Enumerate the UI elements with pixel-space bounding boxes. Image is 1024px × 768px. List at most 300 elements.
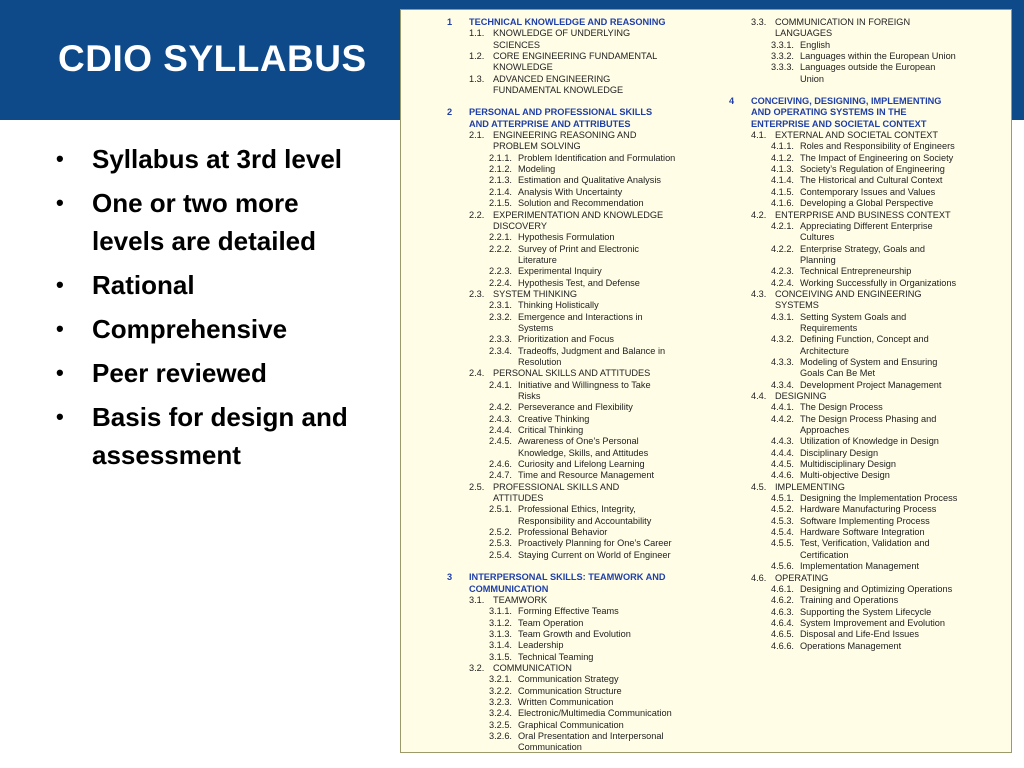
syllabus-entry — [729, 380, 1011, 391]
syllabus-entry — [447, 380, 737, 391]
syllabus-entry — [447, 28, 737, 39]
syllabus-entry-text: Test, Verification, Validation and — [800, 538, 930, 549]
syllabus-entry — [729, 130, 1011, 141]
syllabus-entry-number: 4.5.2. — [771, 504, 794, 515]
syllabus-entry-text: Technical Teaming — [518, 651, 594, 662]
syllabus-entry-text: EXTERNAL AND SOCIETAL CONTEXT — [775, 130, 939, 141]
syllabus-entry-number: 4.3. — [751, 288, 767, 299]
syllabus-entry — [447, 606, 737, 617]
syllabus-entry — [729, 436, 1011, 447]
syllabus-entry — [729, 346, 1011, 357]
syllabus-entry — [447, 391, 737, 402]
bullet-text: Peer reviewed — [92, 358, 267, 388]
syllabus-entry-number: 4.4. — [751, 391, 767, 401]
syllabus-entry-number: 3.2.5. — [489, 719, 512, 730]
syllabus-entry-text: ENGINEERING REASONING AND — [493, 130, 637, 141]
syllabus-entry — [447, 459, 737, 470]
syllabus-entry-number: 1.1. — [469, 28, 485, 39]
syllabus-entry-text: Thinking Holistically — [518, 300, 599, 311]
syllabus-entry-text: AND ATTERPRISE AND ATTRIBUTES — [469, 118, 631, 129]
syllabus-entry — [729, 244, 1011, 255]
syllabus-entry-text: Software Implementing Process — [800, 515, 930, 526]
syllabus-entry-text: Languages within the European Union — [800, 51, 956, 62]
syllabus-entry-text: Team Operation — [518, 617, 584, 628]
syllabus-entry-text: Cultures — [800, 232, 835, 243]
syllabus-entry — [729, 470, 1011, 481]
syllabus-entry-text: Operations Management — [800, 640, 902, 651]
bullet-item — [48, 140, 378, 178]
syllabus-entry — [447, 187, 737, 198]
syllabus-entry-text: Disciplinary Design — [800, 447, 879, 458]
syllabus-entry — [447, 414, 737, 425]
syllabus-entry-text: The Design Process Phasing and — [800, 413, 937, 424]
syllabus-entry-text: ATTITUDES — [493, 493, 544, 504]
syllabus-entry — [447, 300, 737, 311]
syllabus-entry-number: 4 — [729, 96, 735, 107]
syllabus-entry — [729, 187, 1011, 198]
syllabus-entry — [447, 130, 737, 141]
syllabus-entry-number: 2.1.1. — [489, 152, 512, 163]
syllabus-entry-text: Modeling of System and Ensuring — [800, 356, 938, 367]
syllabus-entry — [729, 368, 1011, 379]
syllabus-entry-text: Disposal and Life-End Issues — [800, 629, 919, 640]
syllabus-entry-text: Modeling — [518, 164, 556, 175]
syllabus-entry-text: Critical Thinking — [518, 425, 584, 436]
syllabus-entry-number: 2.5. — [469, 481, 485, 492]
bullet-dot-icon: • — [56, 316, 64, 341]
syllabus-entry — [729, 607, 1011, 618]
syllabus-entry-number: 2.5.1. — [489, 504, 512, 515]
syllabus-entry-number: 3.2. — [469, 662, 485, 673]
syllabus-entry — [447, 164, 737, 175]
syllabus-entry — [447, 334, 737, 345]
syllabus-entry-text: Developing a Global Perspective — [800, 198, 934, 209]
syllabus-entry-text: Hardware Manufacturing Process — [800, 504, 937, 515]
syllabus-entry — [447, 74, 737, 85]
syllabus-entry-text: OPERATING — [775, 572, 829, 583]
syllabus-entry — [447, 425, 737, 436]
syllabus-entry — [729, 210, 1011, 221]
syllabus-entry — [447, 550, 737, 561]
syllabus-entry — [729, 334, 1011, 345]
syllabus-entry-number: 2.5.2. — [489, 527, 512, 538]
syllabus-entry-text: CONCEIVING, DESIGNING, IMPLEMENTING — [751, 96, 942, 107]
syllabus-entry-text: Architecture — [800, 345, 850, 356]
syllabus-entry — [447, 402, 737, 413]
syllabus-entry-number: 2.1.3. — [489, 175, 512, 186]
syllabus-entry — [729, 425, 1011, 436]
syllabus-entry-text: Setting System Goals and — [800, 311, 907, 322]
syllabus-entry-text: Perseverance and Flexibility — [518, 402, 633, 413]
bullet-text: Syllabus at 3rd level — [92, 144, 343, 174]
syllabus-entry — [729, 74, 1011, 85]
syllabus-entry-text: Planning — [800, 254, 836, 265]
syllabus-entry — [447, 482, 737, 493]
syllabus-entry-number: 2.1.2. — [489, 164, 512, 175]
syllabus-entry-text: Roles and Responsibility of Engineers — [800, 141, 955, 152]
syllabus-entry — [729, 40, 1011, 51]
syllabus-entry-number: 4.6.1. — [771, 583, 794, 594]
syllabus-entry-number: 3.1.1. — [489, 606, 512, 617]
syllabus-entry-text: PROBLEM SOLVING — [493, 141, 581, 152]
syllabus-entry — [447, 153, 737, 164]
syllabus-document — [400, 9, 1012, 753]
syllabus-entry-number: 1.2. — [469, 51, 485, 62]
syllabus-entry-text: TEAMWORK — [493, 594, 548, 605]
syllabus-entry-number: 2.3.3. — [489, 334, 512, 345]
syllabus-entry-number: 1 — [447, 17, 453, 27]
syllabus-entry-text: Proactively Planning for One’s Career — [518, 538, 672, 549]
bullet-item — [48, 266, 378, 304]
syllabus-entry-text: CONCEIVING AND ENGINEERING — [775, 288, 922, 299]
syllabus-entry-text: Communication Strategy — [518, 674, 619, 685]
syllabus-entry — [729, 493, 1011, 504]
syllabus-entry-number: 4.5. — [751, 481, 767, 492]
syllabus-entry — [447, 119, 737, 130]
syllabus-entry-text: AND OPERATING SYSTEMS IN THE — [751, 107, 907, 118]
syllabus-entry-text: Solution and Recommendation — [518, 198, 644, 209]
syllabus-entry — [447, 516, 737, 527]
syllabus-entry-text: Knowledge, Skills, and Attitudes — [518, 447, 649, 458]
syllabus-entry — [729, 595, 1011, 606]
syllabus-entry — [447, 436, 737, 447]
syllabus-entry — [729, 153, 1011, 164]
syllabus-entry — [729, 448, 1011, 459]
syllabus-entry-number: 2.4.6. — [489, 459, 512, 470]
syllabus-entry-number: 3.2.4. — [489, 708, 512, 719]
syllabus-entry-text: LANGUAGES — [775, 28, 833, 39]
syllabus-entry — [447, 51, 737, 62]
syllabus-entry — [447, 538, 737, 549]
bullet-dot-icon: • — [56, 404, 64, 429]
syllabus-entry-number: 2.4.1. — [489, 379, 512, 390]
syllabus-entry — [447, 640, 737, 651]
syllabus-entry-number: 2 — [447, 107, 453, 118]
syllabus-entry-text: English — [800, 39, 831, 50]
syllabus-entry — [729, 459, 1011, 470]
syllabus-entry-text: Requirements — [800, 322, 858, 333]
syllabus-entry — [729, 62, 1011, 73]
syllabus-entry-number: 2.3. — [469, 288, 485, 299]
syllabus-entry-text: COMMUNICATION — [493, 662, 572, 673]
syllabus-entry — [729, 278, 1011, 289]
syllabus-entry — [447, 731, 737, 742]
syllabus-entry-text: System Improvement and Evolution — [800, 617, 946, 628]
syllabus-entry — [447, 595, 737, 606]
syllabus-entry-number: 4.6.6. — [771, 640, 794, 651]
syllabus-entry-text: Experimental Inquiry — [518, 266, 602, 277]
syllabus-entry-number: 4.1.6. — [771, 198, 794, 209]
syllabus-entry-number: 4.4.5. — [771, 459, 794, 470]
syllabus-entry-number: 4.4.3. — [771, 436, 794, 447]
syllabus-entry — [447, 720, 737, 731]
syllabus-entry-number: 4.5.6. — [771, 561, 794, 572]
syllabus-entry — [729, 550, 1011, 561]
syllabus-entry — [729, 391, 1011, 402]
syllabus-entry-number: 4.1. — [751, 130, 767, 141]
syllabus-entry-text: Oral Presentation and Interpersonal — [518, 730, 664, 741]
syllabus-entry — [447, 357, 737, 368]
syllabus-entry-text: Risks — [518, 391, 541, 401]
syllabus-entry-text: Analysis With Uncertainty — [518, 186, 623, 197]
syllabus-entry-text: Emergence and Interactions in — [518, 311, 643, 322]
syllabus-entry-number: 3.3.1. — [771, 39, 794, 50]
syllabus-entry-number: 4.2. — [751, 209, 767, 220]
syllabus-entry-number: 4.6. — [751, 572, 767, 583]
syllabus-entry — [447, 448, 737, 459]
syllabus-entry-text: Professional Behavior — [518, 527, 608, 538]
bullet-item — [48, 184, 378, 260]
bullet-text: Rational — [92, 270, 195, 300]
syllabus-entry-text: Working Successfully in Organizations — [800, 277, 957, 288]
syllabus-entry-text: Certification — [800, 549, 849, 560]
syllabus-entry-number: 3.1.5. — [489, 651, 512, 662]
syllabus-entry — [729, 641, 1011, 652]
syllabus-entry-text: Contemporary Issues and Values — [800, 186, 936, 197]
syllabus-entry-number: 3.2.2. — [489, 685, 512, 696]
syllabus-entry-text: Creative Thinking — [518, 413, 590, 424]
syllabus-entry-number: 3.3.3. — [771, 62, 794, 73]
syllabus-entry-number: 4.4.4. — [771, 447, 794, 458]
syllabus-entry-number: 2.4.5. — [489, 436, 512, 447]
syllabus-entry — [729, 255, 1011, 266]
syllabus-entry-text: Professional Ethics, Integrity, — [518, 504, 636, 515]
syllabus-entry-number: 3.3. — [751, 17, 767, 27]
syllabus-entry-text: Goals Can Be Met — [800, 368, 876, 379]
syllabus-entry-number: 4.6.3. — [771, 606, 794, 617]
syllabus-entry-number: 3.3.2. — [771, 51, 794, 62]
bullet-text: Comprehensive — [92, 314, 288, 344]
syllabus-entry-text: PERSONAL SKILLS AND ATTITUDES — [493, 368, 651, 379]
syllabus-entry — [729, 119, 1011, 130]
syllabus-entry — [447, 198, 737, 209]
syllabus-entry-text: Defining Function, Concept and — [800, 334, 929, 345]
syllabus-entry-text: Curiosity and Lifelong Learning — [518, 459, 645, 470]
syllabus-entry-text: Team Growth and Evolution — [518, 628, 631, 639]
syllabus-entry-number: 2.5.4. — [489, 549, 512, 560]
syllabus-entry — [447, 312, 737, 323]
syllabus-entry-text: Technical Entrepreneurship — [800, 266, 912, 277]
syllabus-entry-number: 4.3.3. — [771, 356, 794, 367]
syllabus-entry-text: TECHNICAL KNOWLEDGE AND REASONING — [469, 17, 666, 27]
syllabus-entry-text: Supporting the System Lifecycle — [800, 606, 932, 617]
syllabus-entry-number: 4.5.3. — [771, 515, 794, 526]
syllabus-entry — [447, 470, 737, 481]
syllabus-entry — [729, 175, 1011, 186]
syllabus-entry-text: EXPERIMENTATION AND KNOWLEDGE — [493, 209, 664, 220]
syllabus-entry — [729, 312, 1011, 323]
syllabus-entry-number: 2.4.3. — [489, 413, 512, 424]
bullet-text: One or two more levels are detailed — [92, 188, 317, 256]
syllabus-entry-number: 3.2.3. — [489, 696, 512, 707]
syllabus-entry-number: 2.1.5. — [489, 198, 512, 209]
syllabus-entry-number: 4.4.2. — [771, 413, 794, 424]
syllabus-entry — [729, 414, 1011, 425]
syllabus-entry-text: Graphical Communication — [518, 719, 624, 730]
syllabus-entry — [447, 504, 737, 515]
syllabus-entry-text: ENTERPRISE AND SOCIETAL CONTEXT — [751, 118, 927, 129]
syllabus-entry — [447, 697, 737, 708]
syllabus-entry-text: Systems — [518, 322, 554, 333]
syllabus-entry-text: Prioritization and Focus — [518, 334, 615, 345]
syllabus-entry-text: The Historical and Cultural Context — [800, 175, 943, 186]
syllabus-entry — [729, 164, 1011, 175]
syllabus-entry — [729, 198, 1011, 209]
syllabus-right-column — [729, 17, 1011, 652]
slide-title: CDIO SYLLABUS — [58, 38, 367, 79]
syllabus-entry-number: 4.6.2. — [771, 595, 794, 606]
syllabus-entry-text: Hypothesis Formulation — [518, 232, 615, 243]
syllabus-entry-number: 3.2.6. — [489, 730, 512, 741]
syllabus-entry-number: 4.2.4. — [771, 277, 794, 288]
syllabus-entry-text: SCIENCES — [493, 39, 540, 50]
syllabus-entry-number: 4.1.1. — [771, 141, 794, 152]
syllabus-entry — [447, 85, 737, 96]
section-gap — [447, 96, 737, 107]
syllabus-entry — [729, 17, 1011, 28]
syllabus-entry-text: Forming Effective Teams — [518, 606, 619, 617]
syllabus-entry-number: 4.5.1. — [771, 493, 794, 504]
syllabus-entry — [447, 584, 737, 595]
syllabus-entry-number: 2.1. — [469, 130, 485, 141]
syllabus-entry — [729, 516, 1011, 527]
syllabus-entry-number: 2.3.4. — [489, 345, 512, 356]
syllabus-entry-text: SYSTEM THINKING — [493, 288, 578, 299]
syllabus-entry-number: 2.1.4. — [489, 186, 512, 197]
syllabus-entry-text: Development Project Management — [800, 379, 942, 390]
syllabus-entry-text: Estimation and Qualitative Analysis — [518, 175, 661, 186]
syllabus-entry — [447, 674, 737, 685]
syllabus-entry — [729, 504, 1011, 515]
syllabus-entry — [729, 28, 1011, 39]
syllabus-entry — [447, 266, 737, 277]
syllabus-entry-text: Communication — [518, 742, 582, 753]
syllabus-entry — [729, 573, 1011, 584]
syllabus-entry-text: Appreciating Different Enterprise — [800, 220, 933, 231]
syllabus-entry-number: 4.3.2. — [771, 334, 794, 345]
syllabus-entry — [729, 51, 1011, 62]
syllabus-entry-number: 4.5.4. — [771, 527, 794, 538]
syllabus-entry — [447, 346, 737, 357]
syllabus-entry-number: 3.1.2. — [489, 617, 512, 628]
syllabus-entry-text: DESIGNING — [775, 391, 827, 401]
syllabus-entry-number: 4.2.3. — [771, 266, 794, 277]
syllabus-entry-text: Languages outside the European — [800, 62, 936, 73]
bullet-item — [48, 398, 378, 474]
syllabus-entry — [729, 107, 1011, 118]
syllabus-entry-text: COMMUNICATION — [469, 583, 549, 594]
syllabus-entry-number: 3.2.1. — [489, 674, 512, 685]
syllabus-entry — [447, 17, 737, 28]
syllabus-entry-number: 2.3.2. — [489, 311, 512, 322]
syllabus-entry-text: The Design Process — [800, 402, 883, 413]
syllabus-entry-text: Responsibility and Accountability — [518, 515, 652, 526]
syllabus-entry-text: Designing and Optimizing Operations — [800, 583, 953, 594]
syllabus-entry-text: INTERPERSONAL SKILLS: TEAMWORK AND — [469, 572, 666, 583]
syllabus-entry — [729, 96, 1011, 107]
syllabus-entry-number: 4.4.1. — [771, 402, 794, 413]
syllabus-entry-text: Literature — [518, 254, 557, 265]
syllabus-entry-text: Union — [800, 73, 825, 84]
syllabus-entry-text: Multidisciplinary Design — [800, 459, 896, 470]
syllabus-entry-number: 2.4. — [469, 368, 485, 379]
syllabus-entry-text: CORE ENGINEERING FUNDAMENTAL — [493, 51, 658, 62]
syllabus-entry — [447, 255, 737, 266]
syllabus-entry-text: Approaches — [800, 425, 850, 436]
syllabus-entry-text: PROFESSIONAL SKILLS AND — [493, 481, 620, 492]
syllabus-entry-text: Implementation Management — [800, 561, 919, 572]
syllabus-entry — [447, 40, 737, 51]
bullet-item — [48, 354, 378, 392]
syllabus-entry — [729, 323, 1011, 334]
syllabus-entry-number: 2.4.7. — [489, 470, 512, 481]
syllabus-entry-text: Problem Identification and Formulation — [518, 152, 676, 163]
syllabus-entry — [447, 278, 737, 289]
syllabus-entry-text: Training and Operations — [800, 595, 899, 606]
syllabus-entry — [447, 663, 737, 674]
syllabus-entry-number: 2.2.3. — [489, 266, 512, 277]
syllabus-entry — [447, 493, 737, 504]
syllabus-entry — [447, 221, 737, 232]
syllabus-entry — [729, 482, 1011, 493]
syllabus-entry — [447, 652, 737, 663]
syllabus-entry-text: Resolution — [518, 356, 562, 367]
syllabus-entry-number: 4.6.5. — [771, 629, 794, 640]
syllabus-entry — [447, 742, 737, 753]
syllabus-entry-text: Hardware Software Integration — [800, 527, 925, 538]
syllabus-entry-text: Time and Resource Management — [518, 470, 655, 481]
syllabus-entry-number: 3 — [447, 572, 453, 583]
syllabus-entry-number: 3.1.3. — [489, 628, 512, 639]
syllabus-entry-text: ENTERPRISE AND BUSINESS CONTEXT — [775, 209, 951, 220]
syllabus-entry-text: PERSONAL AND PROFESSIONAL SKILLS — [469, 107, 653, 118]
syllabus-entry — [729, 561, 1011, 572]
syllabus-entry-number: 4.1.2. — [771, 152, 794, 163]
syllabus-entry — [447, 62, 737, 73]
syllabus-entry — [447, 244, 737, 255]
bullet-list — [48, 140, 378, 480]
bullet-dot-icon: • — [56, 190, 64, 215]
syllabus-entry-text: The Impact of Engineering on Society — [800, 152, 954, 163]
syllabus-entry-text: ADVANCED ENGINEERING — [493, 73, 611, 84]
syllabus-entry-number: 4.1.4. — [771, 175, 794, 186]
bullet-dot-icon: • — [56, 146, 64, 171]
syllabus-entry-number: 4.4.6. — [771, 470, 794, 481]
syllabus-entry-text: IMPLEMENTING — [775, 481, 845, 492]
syllabus-entry-text: Designing the Implementation Process — [800, 493, 958, 504]
syllabus-entry — [447, 210, 737, 221]
syllabus-entry-text: Staying Current on World of Engineer — [518, 549, 671, 560]
syllabus-entry-number: 2.2.2. — [489, 243, 512, 254]
syllabus-entry — [729, 300, 1011, 311]
syllabus-entry-number: 2.3.1. — [489, 300, 512, 311]
syllabus-entry-number: 2.2.1. — [489, 232, 512, 243]
syllabus-entry-number: 4.6.4. — [771, 617, 794, 628]
syllabus-entry-text: Society’s Regulation of Engineering — [800, 164, 945, 175]
syllabus-entry-number: 4.3.1. — [771, 311, 794, 322]
syllabus-entry — [447, 289, 737, 300]
syllabus-entry — [447, 618, 737, 629]
syllabus-entry-text: Initiative and Willingness to Take — [518, 379, 651, 390]
section-gap — [729, 85, 1011, 96]
syllabus-entry-text: Multi-objective Design — [800, 470, 890, 481]
syllabus-left-column — [447, 17, 737, 754]
syllabus-entry — [447, 686, 737, 697]
syllabus-entry-number: 4.3.4. — [771, 379, 794, 390]
syllabus-entry-text: Communication Structure — [518, 685, 622, 696]
bullet-dot-icon: • — [56, 360, 64, 385]
syllabus-entry-text: Enterprise Strategy, Goals and — [800, 243, 925, 254]
